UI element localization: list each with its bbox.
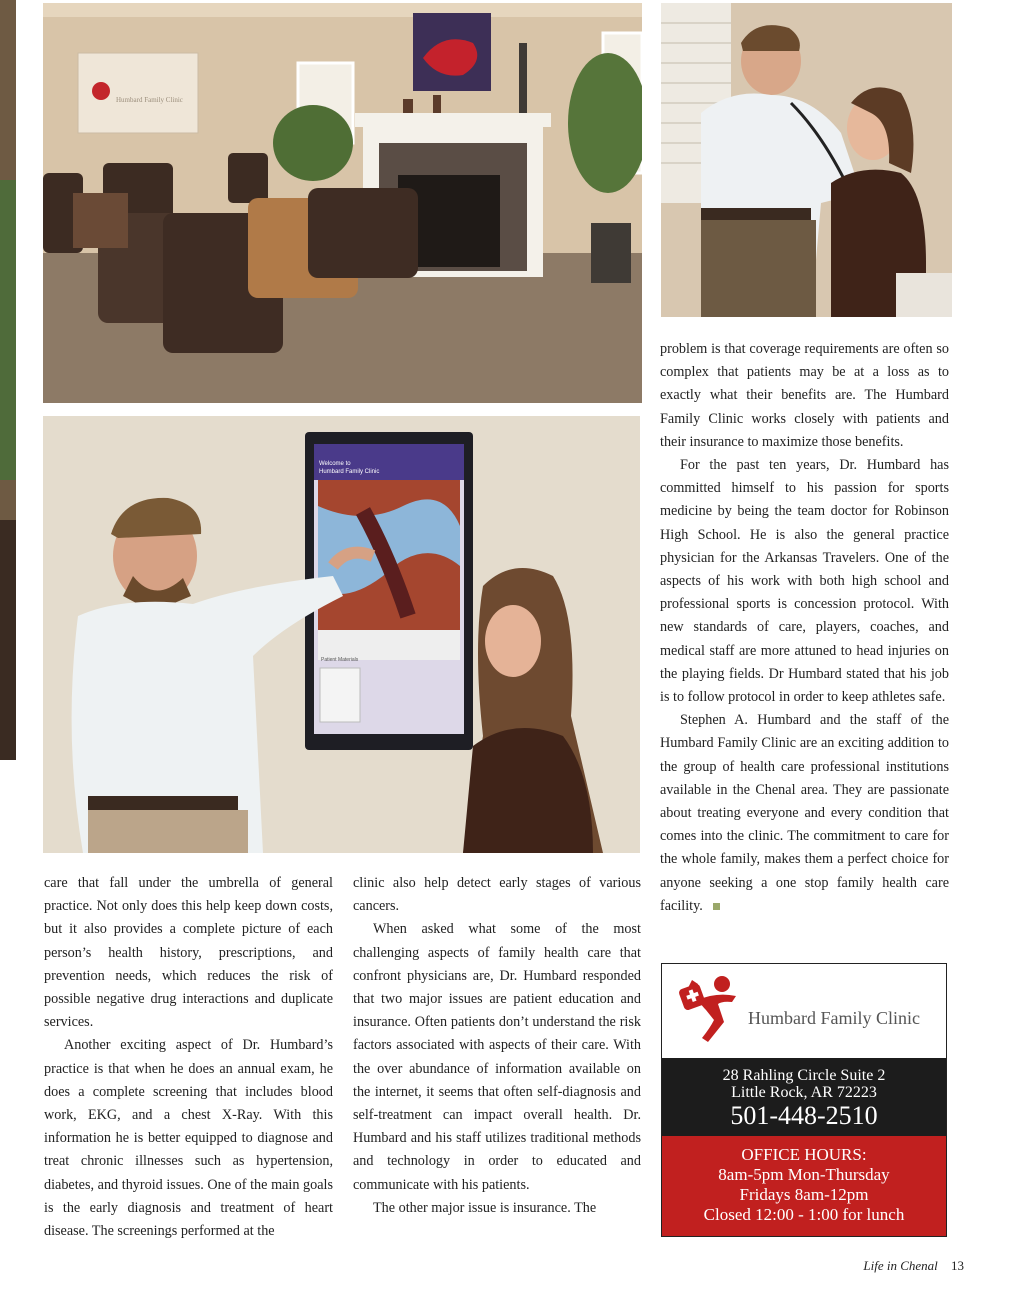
ad-clinic-name: Humbard Family Clinic xyxy=(748,1008,920,1028)
footer-page-number: 13 xyxy=(951,1258,964,1273)
article-closing-text: Stephen A. Humbard and the staff of the Humbard Family Clinic are an exciting addition to the group of health care professional institutions available in the Chenal area. They are passionate about treating everyone and every condition that comes into the clinic. The commitment to care for the whole family, makes them a perfect choice for anyone seeking a one stop family health care facility. xyxy=(660,712,949,914)
ad-phone: 501-448-2510 xyxy=(730,1101,878,1130)
ad-logo-area xyxy=(662,964,946,1058)
waiting-room-photo xyxy=(43,3,642,403)
article-paragraph: Another exciting aspect of Dr. Humbard’s practice is that when he does an annual exam, he does a complete screening that includes blood work, EKG, and a chest X-Ray. With this information he is better equipped to diagnose and treat chronic illnesses such as hypertension, diabetes, and thyroid issues. One of the main goals is the early diagnosis and treatment of heart disease. The screenings performed at the xyxy=(44,1037,333,1240)
screen-demo-photo xyxy=(43,416,640,853)
exam-photo xyxy=(661,3,952,317)
screen-header-welcome: Welcome to xyxy=(319,461,351,467)
page-footer xyxy=(863,1258,964,1274)
ad-hours-line1: 8am-5pm Mon-Thursday xyxy=(718,1165,890,1184)
article-paragraph: care that fall under the umbrella of general practice. Not only does this help keep down costs, but it also provides a complete picture of each person’s health history, prescriptions, and prevention needs, which reduces the risk of possible negative drug interactions and duplicate services. xyxy=(44,875,333,1031)
screen-header-clinic: Humbard Family Clinic xyxy=(319,469,380,475)
screen-section-label: Patient Materials xyxy=(321,657,359,663)
ad-address-line2: Little Rock, AR 72223 xyxy=(731,1084,877,1101)
article-column-middle xyxy=(353,872,641,1220)
footer-magazine-title: Life in Chenal xyxy=(863,1258,938,1273)
article-paragraph: The other major issue is insurance. The xyxy=(373,1199,597,1216)
article-paragraph: When asked what some of the most challenging aspects of family health care that confront physicians are, Dr. Humbard responded that two major issues are patient education and insurance. Often patients don’t understand the risk factors associated with aspects of their care. With the over abundance of information available on the internet, it seems that often self-diagnosis and self-treatment can impact overall health. Dr. Humbard and his staff utilizes traditional methods and technology in order to educated and communicate with his patients. xyxy=(353,921,641,1193)
ad-hours-line3: Closed 12:00 - 1:00 for lunch xyxy=(703,1205,905,1224)
ad-address-block xyxy=(662,1058,946,1136)
article-column-right xyxy=(660,338,949,918)
screen-header xyxy=(319,460,459,476)
clinic-advertisement xyxy=(661,963,947,1237)
ad-hours-block xyxy=(662,1136,946,1236)
ad-address-line1: 28 Rahling Circle Suite 2 xyxy=(722,1067,886,1084)
article-paragraph: problem is that coverage requirements are often so complex that patients may be at a loss as to exactly what their benefits are. The Humbard Family Clinic works closely with patients and their insurance to maximize those benefits. xyxy=(660,341,949,450)
article-column-left xyxy=(44,872,333,1243)
ad-hours-title: OFFICE HOURS: xyxy=(741,1145,867,1164)
article-paragraph: clinic also help detect early stages of various cancers. xyxy=(353,875,641,915)
article-paragraph: For the past ten years, Dr. Humbard has committed himself to his passion for sports medicine by being the team doctor for Robinson High School. He is also the general practice physician for the Arkansas Travelers. One of the aspects of his work with both high school and professional sports is concession protocol. With new standards of care, players, coaches, and medical staff are more attuned to head injuries on the playing fields. Dr Humbard stated that his job is to follow protocol in order to keep athletes safe. xyxy=(660,457,949,706)
clinic-wall-sign: Humbard Family Clinic xyxy=(116,96,183,104)
page-edge-strip xyxy=(0,0,16,760)
ad-hours-line2: Fridays 8am-12pm xyxy=(739,1185,869,1204)
end-of-article-mark xyxy=(713,903,720,910)
article-paragraph xyxy=(660,709,949,918)
clinic-logo-icon xyxy=(676,970,746,1050)
